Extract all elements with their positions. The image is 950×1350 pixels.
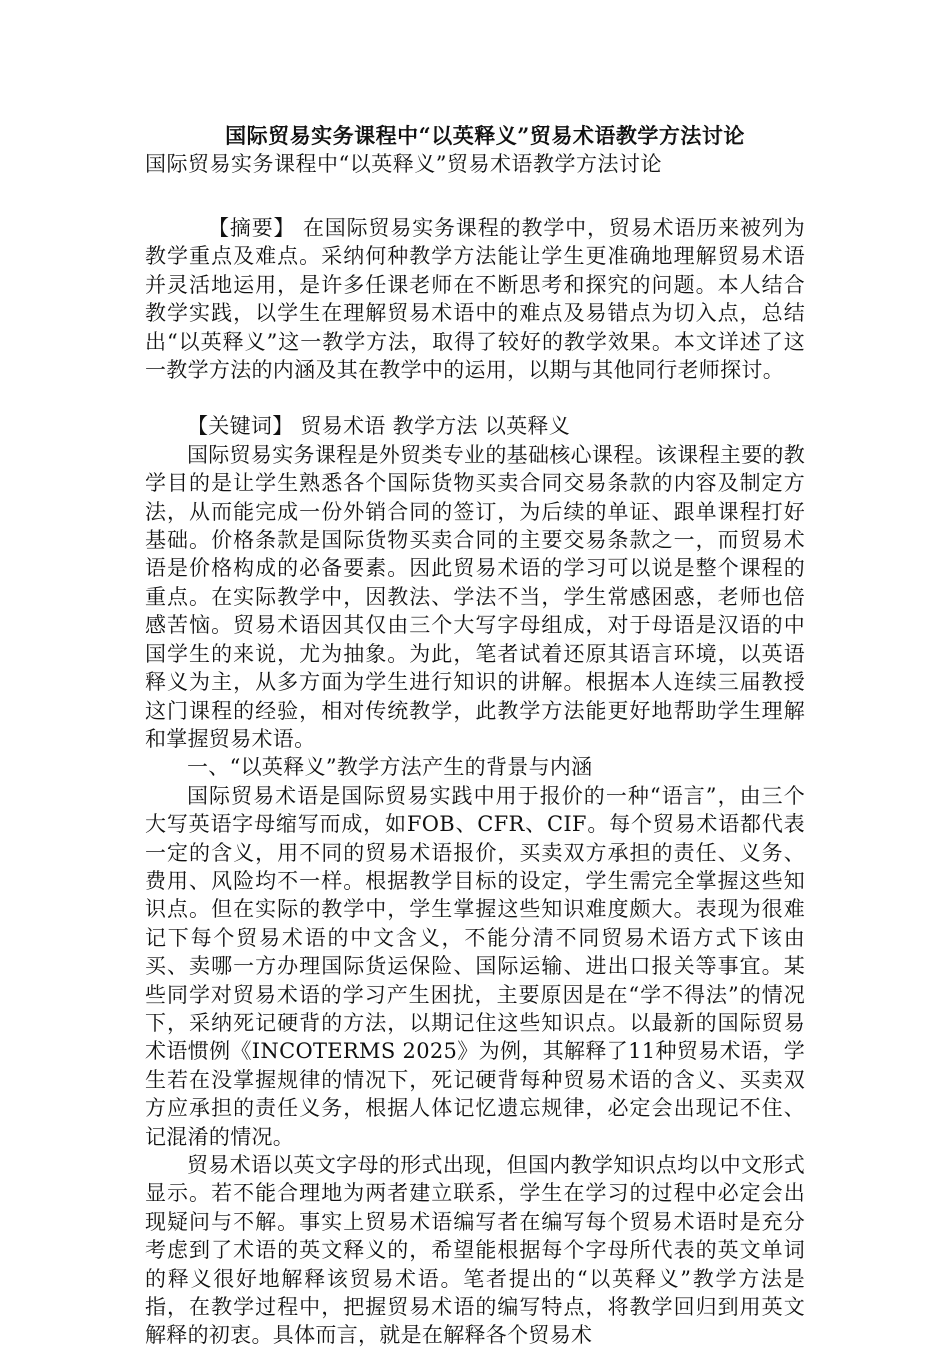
keywords-line: 【关键词】 贸易术语 教学方法 以英释义 xyxy=(187,414,571,439)
document-subtitle: 国际贸易实务课程中“以英释义”贸易术语教学方法讨论 xyxy=(145,152,662,176)
section-heading-1: 一、“以英释义”教学方法产生的背景与内涵 xyxy=(187,755,593,780)
document-page xyxy=(145,122,805,1350)
body-paragraph-3: 贸易术语以英文字母的形式出现，但国内教学知识点均以中文形式显示。若不能合理地为两者建立联系，学生在学习的过程中必定会出现疑问与不解。事实上贸易术语编写者在编写每个贸易术语时是充分考虑到了术语的英文释义的，希望能根据每个字母所代表的英文单词的释义很好地解释该贸易术语。笔者提出的“以英释义”教学方法是指，在教学过程中，把握贸易术语的编写特点，将教学回归到用英文解释的初衷。具体而言，就是在解释各个贸易术 xyxy=(145,1153,805,1348)
abstract-paragraph: 【摘要】 在国际贸易实务课程的教学中，贸易术语历来被列为教学重点及难点。采纳何种教学方法能让学生更准确地理解贸易术语并灵活地运用，是许多任课老师在不断思考和探究的问题。本人结合教学实践，以学生在理解贸易术语中的难点及易错点为切入点，总结出“以英释义”这一教学方法，取得了较好的教学效果。本文详述了这一教学方法的内涵及其在教学中的运用，以期与其他同行老师探讨。 xyxy=(145,216,805,383)
body-paragraph-2: 国际贸易术语是国际贸易实践中用于报价的一种“语言”，由三个大写英语字母缩写而成，如FOB、CFR、CIF。每个贸易术语都代表一定的含义，用不同的贸易术语报价，买卖双方承担的责任、义务、费用、风险均不一样。根据教学目标的设定，学生需完全掌握这些知识点。但在实际的教学中，学生掌握这些知识难度颇大。表现为很难记下每个贸易术语的中文含义，不能分清不同贸易术语方式下该由买、卖哪一方办理国际货运保险、国际运输、进出口报关等事宜。某些同学对贸易术语的学习产生困扰，主要原因是在“学不得法”的情况下，采纳死记硬背的方法，以期记住这些知识点。以最新的国际贸易术语惯例《INCOTERMS 2025》为例，其解释了11种贸易术语，学生若在没掌握规律的情况下，死记硬背每种贸易术语的含义、买卖双方应承担的责任义务，根据人体记忆遗忘规律，必定会出现记不住、记混淆的情况。 xyxy=(145,783,805,1149)
body-paragraph-1: 国际贸易实务课程是外贸类专业的基础核心课程。该课程主要的教学目的是让学生熟悉各个国际货物买卖合同交易条款的内容及制定方法，从而能完成一份外销合同的签订，为后续的单证、跟单课程打好基础。价格条款是国际货物买卖合同的主要交易条款之一，而贸易术语是价格构成的必备要素。因此贸易术语的学习可以说是整个课程的重点。在实际教学中，因教法、学法不当，学生常感困惑，老师也倍感苦恼。贸易术语因其仅由三个大写字母组成，对于母语是汉语的中国学生的来说，尤为抽象。为此，笔者试着还原其语言环境，以英语释义为主，从多方面为学生进行知识的讲解。根据本人连续三届教授这门课程的经验，相对传统教学，此教学方法能更好地帮助学生理解和掌握贸易术语。 xyxy=(145,442,805,751)
document-title: 国际贸易实务课程中“以英释义”贸易术语教学方法讨论 xyxy=(225,123,745,148)
